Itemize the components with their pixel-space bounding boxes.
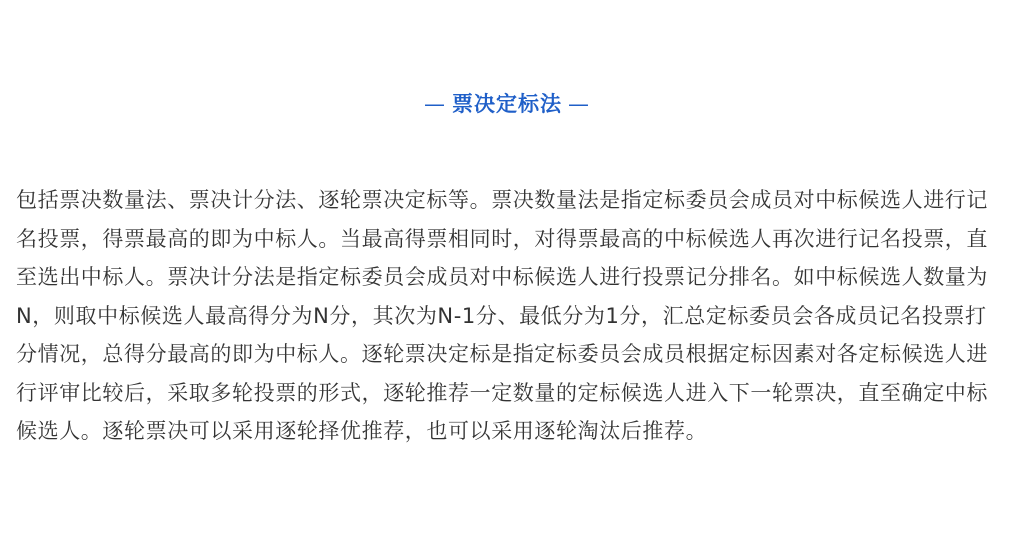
body-paragraph: 包括票决数量法、票决计分法、逐轮票决定标等。票决数量法是指定标委员会成员对中标候选人进行记名投票，得票最高的即为中标人。当最高得票相同时，对得票最高的中标候选人再次进行记名投票，直至选出中标人。票决计分法是指定标委员会成员对中标候选人进行投票记分排名。如中标候选人数量为N，则取中标候选人最高得分为N分，其次为N-1分、最低分为1分，汇总定标委员会各成员记名投票打分情况，总得分最高的即为中标人。逐轮票决定标是指定标委员会成员根据定标因素对各定标候选人进行评审比较后，采取多轮投票的形式，逐轮推荐一定数量的定标候选人进入下一轮票决，直至确定中标候选人。逐轮票决可以采用逐轮择优推荐，也可以采用逐轮淘汰后推荐。 — [16, 188, 988, 443]
heading-dash-left: — — [424, 92, 446, 116]
heading-title: 票决定标法 — [452, 92, 562, 116]
section-heading — [0, 88, 1014, 120]
heading-dash-right: — — [568, 92, 590, 116]
